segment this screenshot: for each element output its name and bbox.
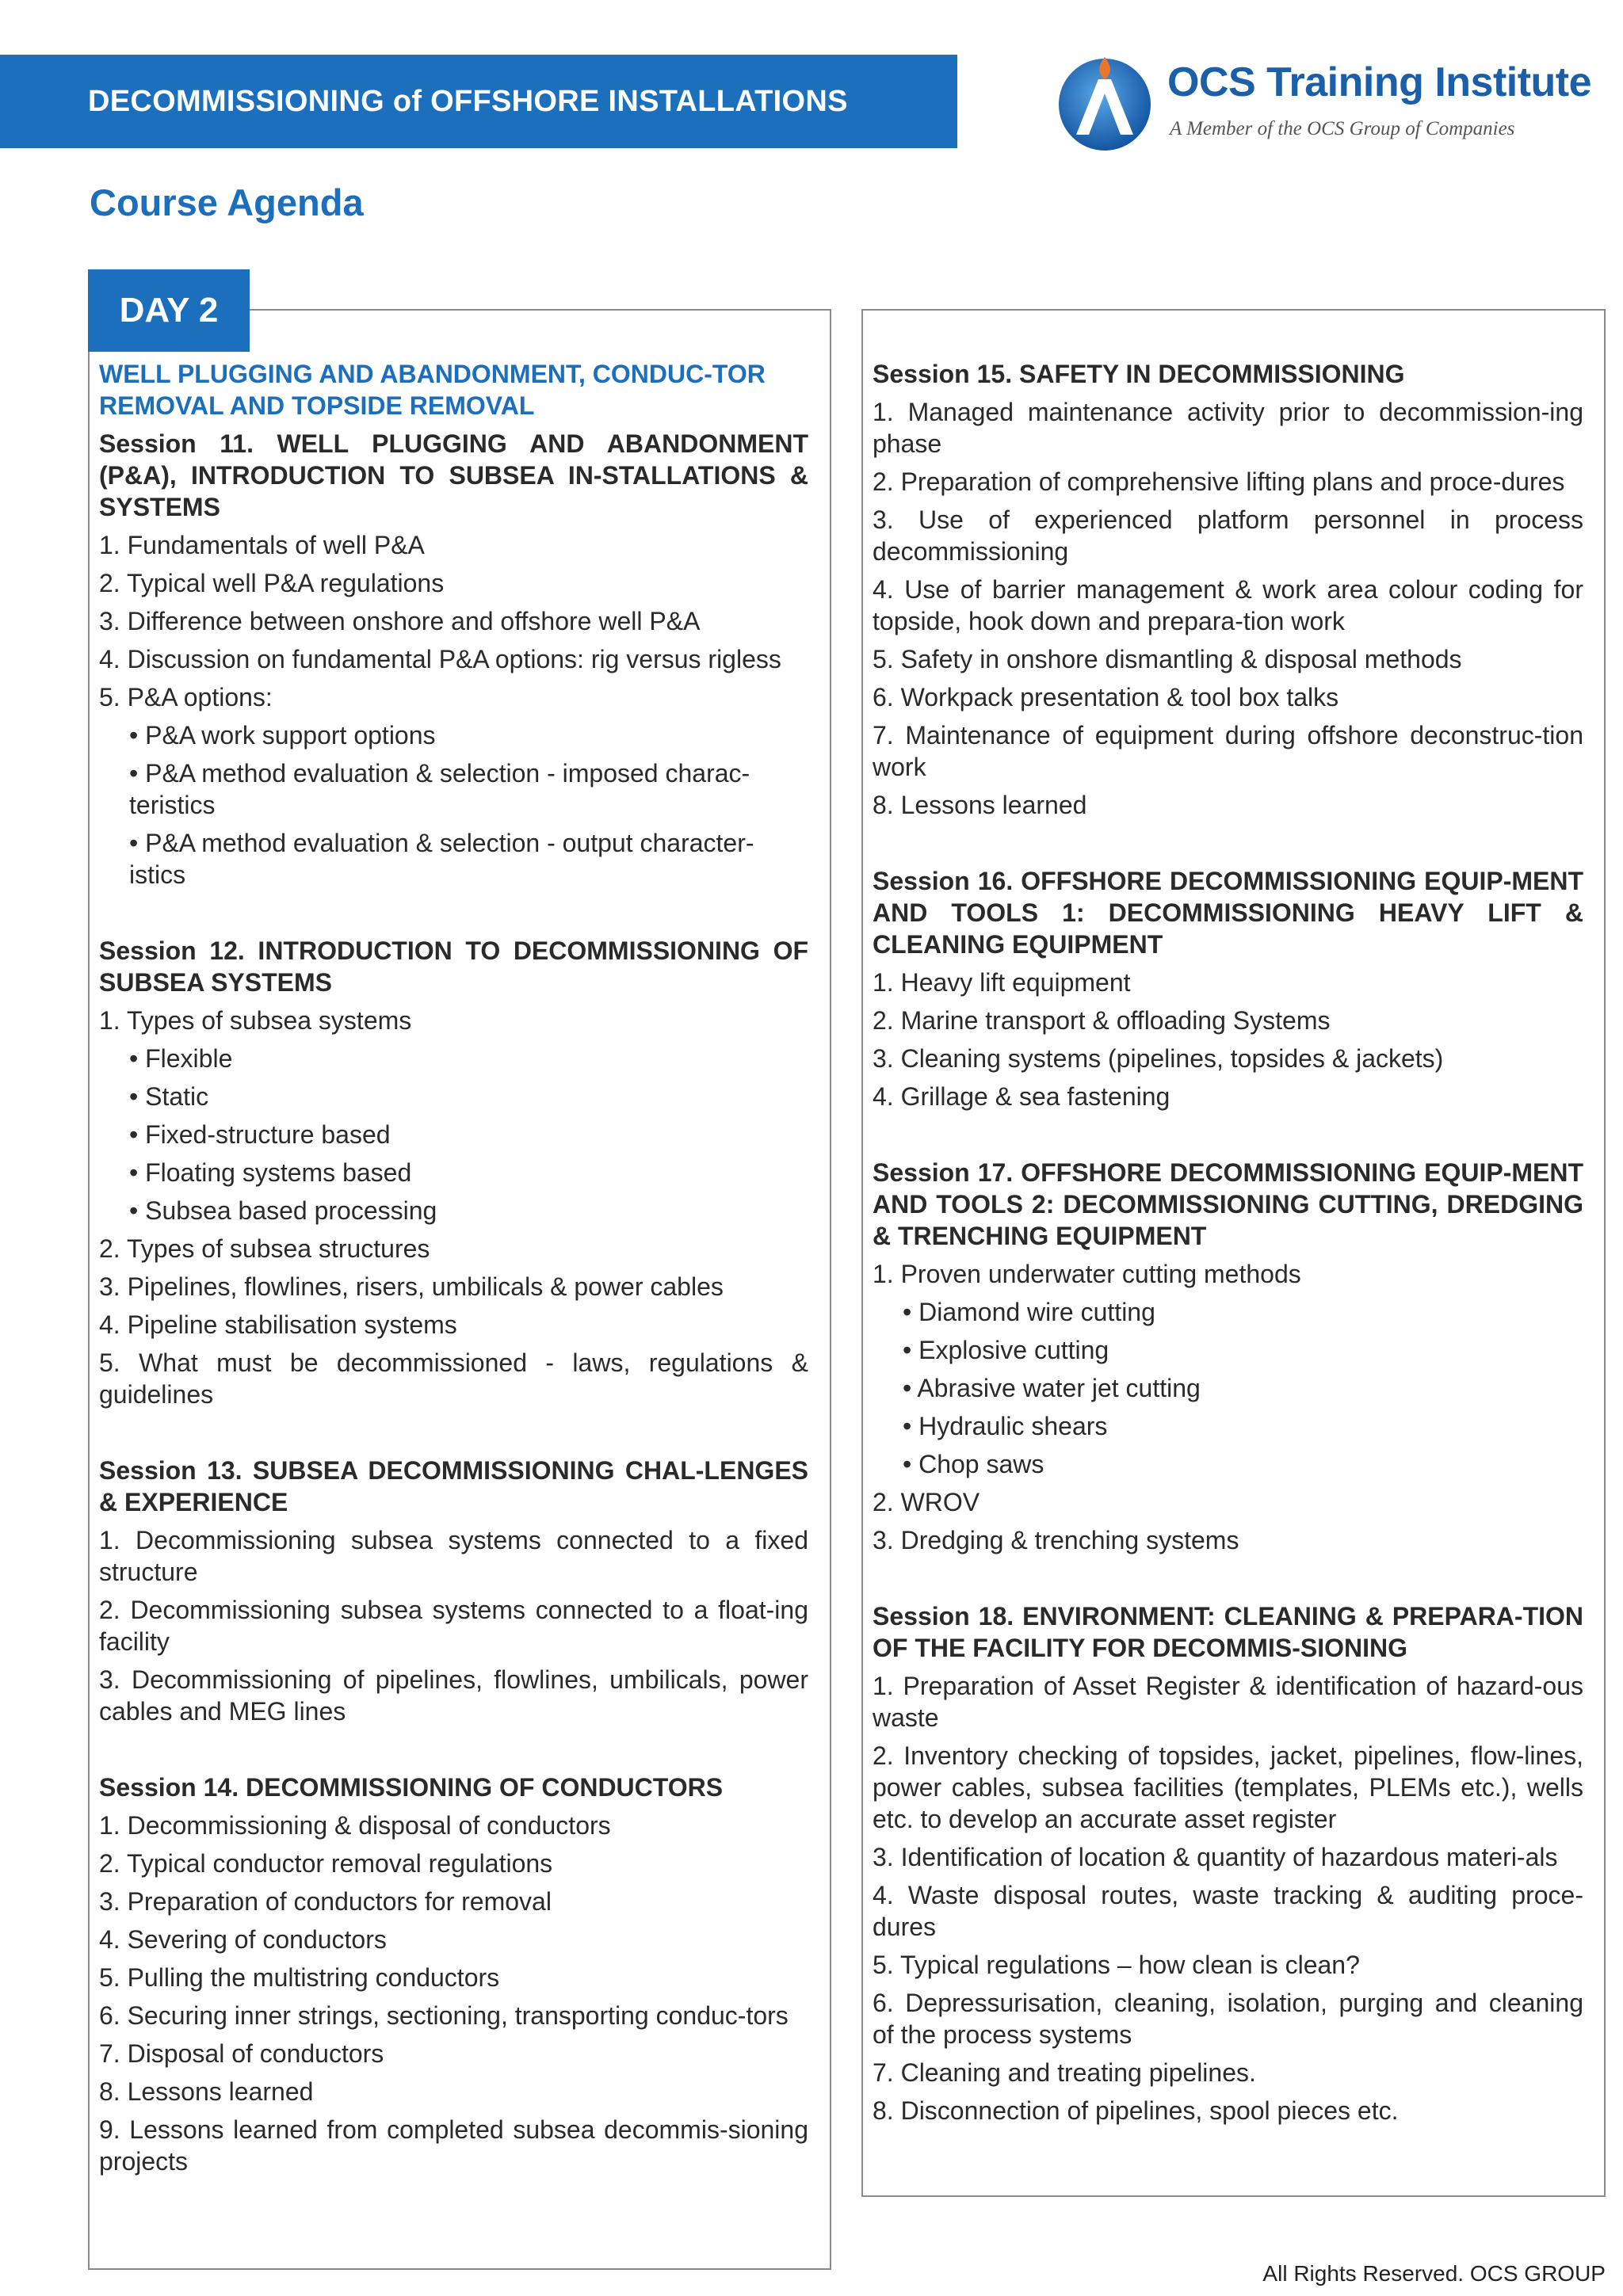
agenda-item: 5. Safety in onshore dismantling & disposal methods (873, 645, 1462, 673)
agenda-subitem: • Flexible (129, 1044, 233, 1073)
agenda-item: 8. Lessons learned (99, 2077, 314, 2106)
left-column (99, 358, 808, 2183)
agenda-item: 2. Types of subsea structures (99, 1234, 430, 1263)
session-title: Session 14. DECOMMISSIONING OF CONDUCTORS (99, 1773, 724, 1802)
agenda-subitem: • P&A method evaluation & selection - imposed charac-teristics (129, 759, 750, 819)
agenda-subitem: • Hydraulic shears (903, 1412, 1108, 1440)
agenda-item: 5. P&A options: (99, 683, 273, 711)
agenda-item: 7. Disposal of conductors (99, 2039, 384, 2068)
agenda-item: 6. Securing inner strings, sectioning, transporting conduc-tors (99, 2001, 789, 2030)
ocs-logo (1054, 52, 1601, 155)
banner-title: DECOMMISSIONING of OFFSHORE INSTALLATIONS (88, 84, 848, 118)
agenda-item: 1. Decommissioning & disposal of conductors (99, 1811, 611, 1840)
agenda-item: 3. Cleaning systems (pipelines, topsides & jackets) (873, 1044, 1444, 1073)
agenda-subitem: • Abrasive water jet cutting (903, 1374, 1201, 1402)
agenda-subitem: • Chop saws (903, 1450, 1044, 1478)
agenda-subitem: • Fixed-structure based (129, 1120, 391, 1149)
agenda-item: 3. Difference between onshore and offshore well P&A (99, 607, 701, 635)
logo-name: OCS Training Institute (1167, 59, 1592, 105)
agenda-item: 3. Preparation of conductors for removal (99, 1887, 552, 1916)
session-spacer (873, 1119, 1583, 1157)
session-title: Session 17. OFFSHORE DECOMMISSIONING EQUIP-MENT AND TOOLS 2: DECOMMISSIONING CUTTING, DREDGING & TRENCHING EQUIPMENT (873, 1158, 1583, 1250)
agenda-item: 6. Workpack presentation & tool box talks (873, 683, 1339, 711)
session-block (873, 865, 1583, 1112)
session-block (99, 1772, 808, 2177)
agenda-item: 5. What must be decommissioned - laws, regulations & guidelines (99, 1348, 808, 1409)
agenda-item: 2. Preparation of comprehensive lifting plans and proce-dures (873, 467, 1565, 496)
agenda-item: 3. Pipelines, flowlines, risers, umbilicals & power cables (99, 1272, 724, 1301)
agenda-item: 4. Severing of conductors (99, 1925, 387, 1954)
session-title: Session 12. INTRODUCTION TO DECOMMISSIONING OF SUBSEA SYSTEMS (99, 936, 808, 997)
agenda-subitem: • Static (129, 1082, 209, 1111)
agenda-item: 3. Use of experienced platform personnel in process decommissioning (873, 505, 1583, 566)
agenda-subitem: • Floating systems based (129, 1158, 412, 1187)
agenda-item: 7. Maintenance of equipment during offshore deconstruc-tion work (873, 721, 1583, 781)
agenda-item: 7. Cleaning and treating pipelines. (873, 2058, 1256, 2087)
agenda-item: 4. Waste disposal routes, waste tracking & auditing proce-dures (873, 1881, 1583, 1941)
agenda-item: 1. Preparation of Asset Register & identification of hazard-ous waste (873, 1672, 1583, 1732)
agenda-item: 2. Typical well P&A regulations (99, 569, 445, 597)
logo-tagline: A Member of the OCS Group of Companies (1170, 118, 1515, 139)
session-block (873, 1600, 1583, 2126)
session-block (873, 358, 1583, 821)
agenda-subitem: • Subsea based processing (129, 1196, 437, 1225)
session-spacer (873, 1562, 1583, 1600)
agenda-subitem: • P&A work support options (129, 721, 436, 749)
session-spacer (99, 897, 808, 935)
agenda-item: 2. Marine transport & offloading Systems (873, 1006, 1331, 1035)
right-column (873, 358, 1583, 2133)
session-block (99, 1455, 808, 1727)
agenda-item: 2. WROV (873, 1488, 980, 1516)
ocs-emblem-icon (1054, 52, 1155, 154)
session-title: Session 13. SUBSEA DECOMMISSIONING CHAL-LENGES & EXPERIENCE (99, 1456, 808, 1516)
agenda-subitem: • Diamond wire cutting (903, 1298, 1155, 1326)
session-block (99, 935, 808, 1410)
agenda-item: 4. Use of barrier management & work area colour coding for topside, hook down and prepara-tion work (873, 575, 1583, 635)
agenda-item: 1. Proven underwater cutting methods (873, 1260, 1301, 1288)
day-label: DAY 2 (119, 291, 219, 330)
agenda-item: 3. Identification of location & quantity of hazardous materi-als (873, 1843, 1558, 1871)
session-title: Session 16. OFFSHORE DECOMMISSIONING EQUIP-MENT AND TOOLS 1: DECOMMISSIONING HEAVY LIFT & CLEANING EQUIPMENT (873, 867, 1583, 959)
agenda-item: 4. Grillage & sea fastening (873, 1082, 1170, 1111)
left-sessions (99, 428, 808, 2177)
session-spacer (873, 827, 1583, 865)
agenda-item: 5. Typical regulations – how clean is clean? (873, 1951, 1360, 1979)
session-spacer (99, 1733, 808, 1772)
agenda-item: 8. Lessons learned (873, 791, 1087, 819)
agenda-item: 1. Fundamentals of well P&A (99, 531, 425, 559)
agenda-item: 5. Pulling the multistring conductors (99, 1963, 500, 1992)
header-banner (0, 55, 957, 148)
agenda-item: 3. Dredging & trenching systems (873, 1526, 1239, 1554)
session-spacer (99, 1417, 808, 1455)
agenda-item: 6. Depressurisation, cleaning, isolation, purging and cleaning of the process systems (873, 1989, 1583, 2049)
agenda-item: 1. Managed maintenance activity prior to decommission-ing phase (873, 398, 1583, 458)
agenda-item: 9. Lessons learned from completed subsea decommis-sioning projects (99, 2115, 808, 2176)
session-block (99, 428, 808, 891)
agenda-item: 2. Decommissioning subsea systems connected to a float-ing facility (99, 1596, 808, 1656)
agenda-item: 1. Types of subsea systems (99, 1006, 412, 1035)
session-title: Session 15. SAFETY IN DECOMMISSIONING (873, 360, 1405, 388)
agenda-item: 3. Decommissioning of pipelines, flowlines, umbilicals, power cables and MEG lines (99, 1665, 808, 1726)
page-title: Course Agenda (90, 181, 364, 223)
session-title: Session 11. WELL PLUGGING AND ABANDONMENT (P&A), INTRODUCTION TO SUBSEA IN-STALLATIONS & SYSTEMS (99, 429, 808, 521)
agenda-item: 2. Typical conductor removal regulations (99, 1849, 553, 1878)
agenda-item: 1. Decommissioning subsea systems connected to a fixed structure (99, 1526, 808, 1586)
agenda-subitem: • Explosive cutting (903, 1336, 1109, 1364)
agenda-subitem: • P&A method evaluation & selection - output character-istics (129, 829, 754, 889)
copyright-footer: All Rights Reserved. OCS GROUP (1262, 2261, 1606, 2286)
day-tab (88, 269, 250, 352)
day-topic: WELL PLUGGING AND ABANDONMENT, CONDUC-TOR REMOVAL AND TOPSIDE REMOVAL (99, 360, 766, 420)
right-sessions (873, 358, 1583, 2126)
agenda-item: 4. Pipeline stabilisation systems (99, 1310, 457, 1339)
agenda-item: 8. Disconnection of pipelines, spool pieces etc. (873, 2096, 1399, 2125)
agenda-item: 4. Discussion on fundamental P&A options: rig versus rigless (99, 645, 781, 673)
session-title: Session 18. ENVIRONMENT: CLEANING & PREPARA-TION OF THE FACILITY FOR DECOMMIS-SIONING (873, 1602, 1583, 1662)
agenda-item: 2. Inventory checking of topsides, jacket, pipelines, flow-lines, power cables, subsea facilities (templates, PLEMs etc.), wells etc. to develop an accurate asset register (873, 1741, 1583, 1833)
session-block (873, 1157, 1583, 1556)
agenda-item: 1. Heavy lift equipment (873, 968, 1131, 997)
